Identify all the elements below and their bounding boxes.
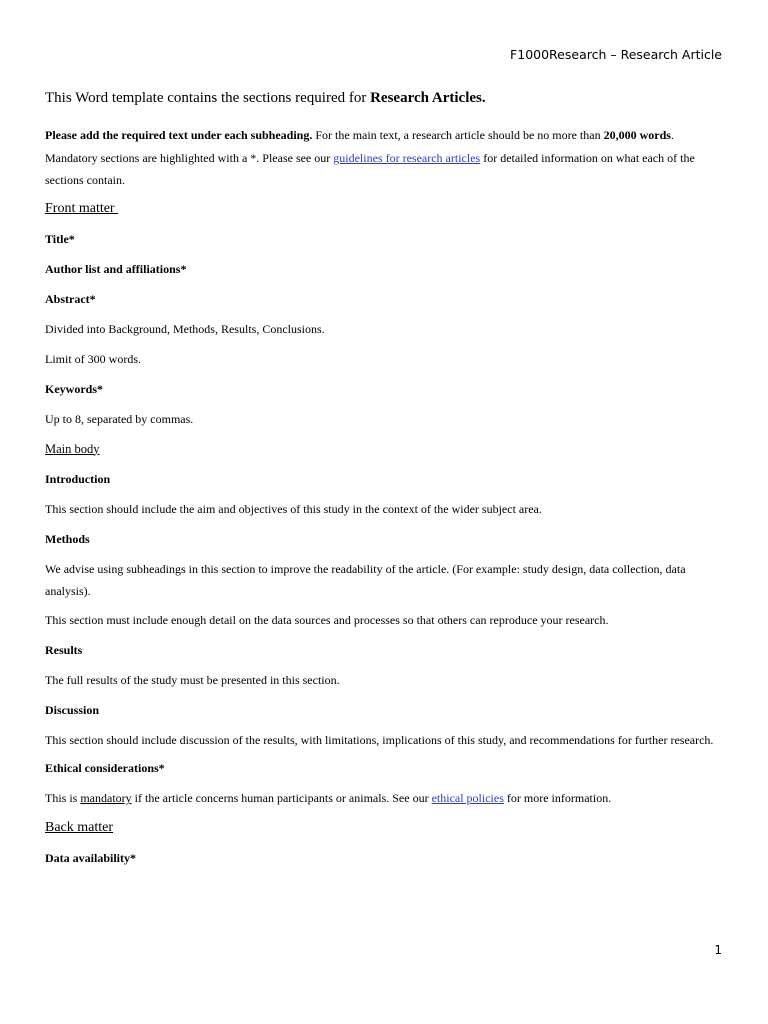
intro-bold-instruction: Please add the required text under each subheading. [45,128,313,142]
methods-text-1: We advise using subheadings in this section to improve the readability of the article. (For example: study design, data collection, data analysis). [45,561,686,598]
ethical-text-1: This is [45,791,81,805]
introduction-label: Introduction [45,471,111,486]
discussion-label: Discussion [45,702,100,717]
abstract-line-2: Limit of 300 words. [45,351,141,366]
abstract-line-1: Divided into Background, Methods, Results, Conclusions. [45,321,325,336]
ethical-mandatory: mandatory [80,791,132,805]
keywords-text: Up to 8, separated by commas. [45,411,194,426]
document-body [45,88,725,879]
introduction-text: This section should include the aim and objectives of this study in the context of the wider subject area. [45,501,542,516]
intro-text-1: For the main text, a research article should be no more than [312,128,604,142]
abstract-label: Abstract* [45,291,96,306]
intro-paragraph [45,124,725,192]
main-body-heading: Main body [45,441,100,456]
intro-title-bold: Research Articles. [370,90,486,106]
title-label: Title* [45,231,75,246]
keywords-label: Keywords* [45,381,103,396]
methods-text-2: This section must include enough detail on the data sources and processes so that others can reproduce your research. [45,612,609,627]
intro-title-prefix: This Word template contains the sections required for [45,90,371,106]
data-availability-label: Data availability* [45,851,137,865]
ethical-text-2: if the article concerns human participants or animals. See our [131,791,432,805]
ethical-text [45,789,725,807]
page-number: 1 [714,943,722,957]
guidelines-link[interactable]: guidelines for research articles [333,150,481,165]
discussion-text: This section should include discussion of the results, with limitations, implications of this study, and recommendations for further research. [45,732,714,747]
ethical-text-3: for more information. [503,791,612,805]
intro-title [45,88,725,108]
methods-label: Methods [45,531,90,546]
intro-text-3: for detailed information on what each of the sections contain. [45,150,695,187]
results-text: The full results of the study must be presented in this section. [45,672,340,687]
front-matter-heading: Front matter [45,200,119,216]
back-matter-heading: Back matter [45,820,114,835]
authors-label: Author list and affiliations* [45,261,187,276]
word-limit: 20,000 words [603,128,671,142]
results-label: Results [45,642,83,657]
page-header: F1000Research – Research Article [510,47,722,62]
intro-text-2: . Mandatory sections are highlighted with a *. Please see our [45,128,674,165]
ethical-policies-link[interactable]: ethical policies [431,791,504,805]
ethical-label: Ethical considerations* [45,761,165,775]
